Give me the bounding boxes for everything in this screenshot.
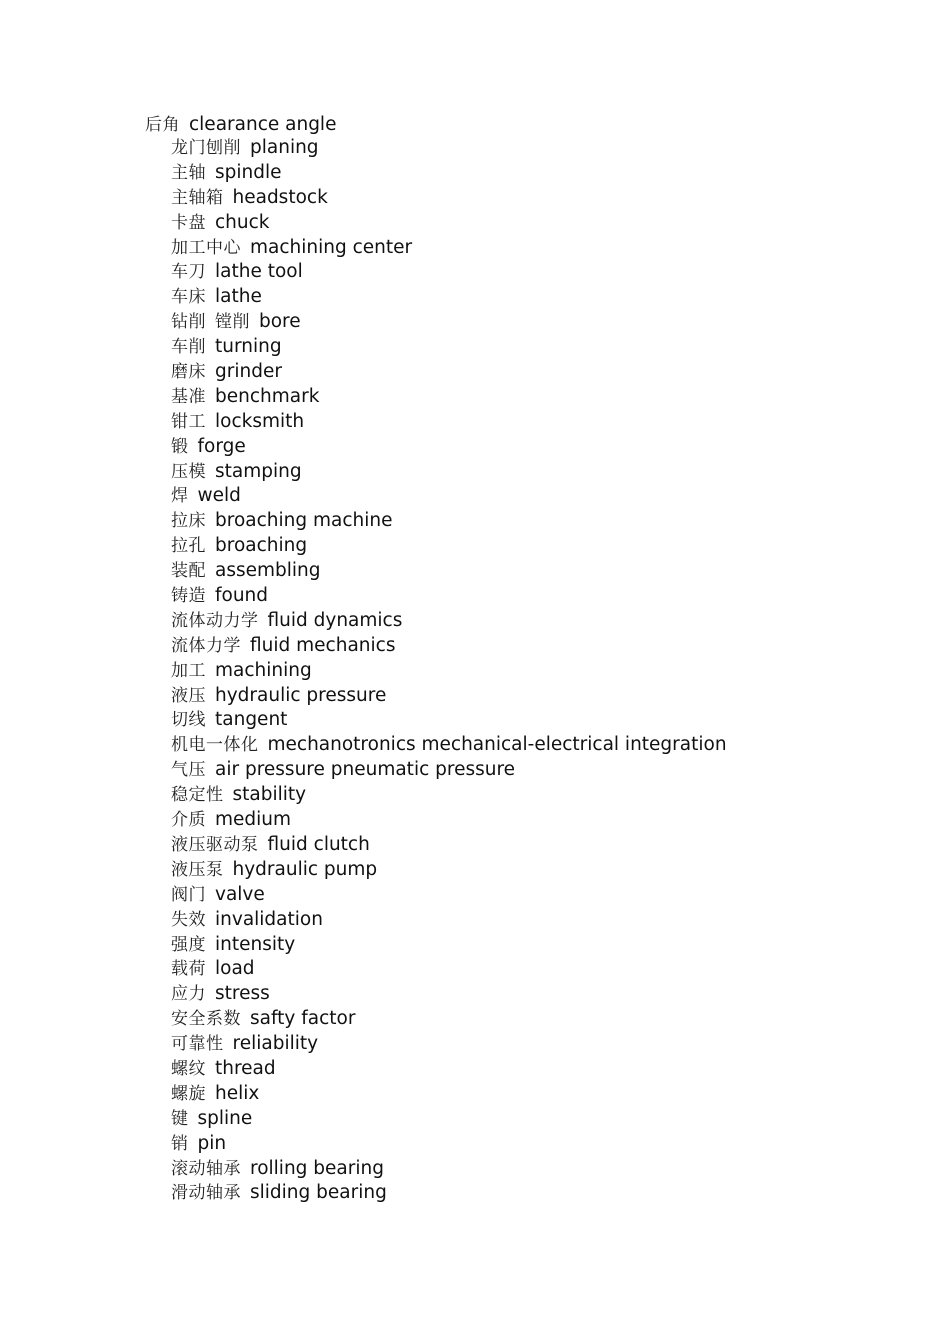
english-term: hydraulic pump <box>232 858 378 880</box>
glossary-entry <box>145 534 925 559</box>
glossary-entry <box>145 933 925 958</box>
chinese-term: 滑动轴承 <box>171 1183 241 1204</box>
chinese-term: 滚动轴承 <box>171 1158 241 1179</box>
glossary-entry <box>145 435 925 460</box>
chinese-term: 锻 <box>171 436 189 457</box>
english-term: turning <box>215 336 282 358</box>
chinese-term: 应力 <box>171 984 206 1005</box>
chinese-term: 阀门 <box>171 884 206 905</box>
english-term: bore <box>259 311 301 333</box>
glossary-entry <box>145 982 925 1007</box>
chinese-term: 气压 <box>171 760 206 781</box>
glossary-entry <box>145 1107 925 1132</box>
chinese-term: 载荷 <box>171 959 206 980</box>
glossary-list <box>145 114 925 1206</box>
english-term: reliability <box>232 1033 319 1055</box>
glossary-entry <box>145 1007 925 1032</box>
glossary-entry <box>145 335 925 360</box>
glossary-entry <box>145 908 925 933</box>
chinese-term: 主轴 <box>171 162 206 183</box>
glossary-entry <box>145 114 925 136</box>
glossary-entry <box>145 733 925 758</box>
chinese-term: 液压驱动泵 <box>171 834 259 855</box>
english-term: clearance angle <box>189 114 337 135</box>
english-term: spindle <box>215 161 282 183</box>
english-term: locksmith <box>215 410 305 432</box>
chinese-term: 稳定性 <box>171 785 224 806</box>
chinese-term: 主轴箱 <box>171 187 224 208</box>
english-term: mechanotronics mechanical-electrical integration <box>267 734 727 756</box>
glossary-entry <box>145 410 925 435</box>
english-term: spline <box>197 1107 253 1129</box>
english-term: grinder <box>215 361 282 383</box>
english-term: medium <box>215 809 292 831</box>
chinese-term: 压模 <box>171 461 206 482</box>
glossary-entry <box>145 833 925 858</box>
glossary-entry <box>145 310 925 335</box>
chinese-term: 安全系数 <box>171 1009 241 1030</box>
chinese-term: 车刀 <box>171 262 206 283</box>
english-term: benchmark <box>215 385 320 407</box>
english-term: chuck <box>215 211 270 233</box>
chinese-term: 加工中心 <box>171 237 241 258</box>
glossary-entry <box>145 1181 925 1206</box>
chinese-term-alt: 镗削 <box>215 312 250 333</box>
chinese-term: 强度 <box>171 934 206 955</box>
english-term: helix <box>215 1082 260 1104</box>
glossary-entry <box>145 211 925 236</box>
english-term: pin <box>197 1132 227 1154</box>
english-term: intensity <box>215 933 296 955</box>
glossary-entry <box>145 1082 925 1107</box>
glossary-entry <box>145 883 925 908</box>
english-term: lathe tool <box>215 261 303 283</box>
glossary-entry <box>145 957 925 982</box>
chinese-term: 拉孔 <box>171 536 206 557</box>
chinese-term: 液压泵 <box>171 859 224 880</box>
glossary-entry <box>145 460 925 485</box>
chinese-term: 装配 <box>171 561 206 582</box>
glossary-entry <box>145 360 925 385</box>
glossary-entry <box>145 684 925 709</box>
english-term: fluid mechanics <box>250 634 396 656</box>
english-term: broaching <box>215 535 308 557</box>
chinese-term: 磨床 <box>171 362 206 383</box>
english-term: sliding bearing <box>250 1182 387 1204</box>
glossary-entry <box>145 136 925 161</box>
chinese-term: 螺旋 <box>171 1083 206 1104</box>
english-term: air pressure pneumatic pressure <box>215 759 516 781</box>
chinese-term: 卡盘 <box>171 212 206 233</box>
english-term: weld <box>197 485 241 507</box>
chinese-term: 焊 <box>171 486 189 507</box>
glossary-entry <box>145 559 925 584</box>
glossary-entry <box>145 1057 925 1082</box>
glossary-entry <box>145 484 925 509</box>
chinese-term: 拉床 <box>171 511 206 532</box>
glossary-entry <box>145 634 925 659</box>
english-term: invalidation <box>215 908 323 930</box>
english-term: headstock <box>232 186 328 208</box>
chinese-term: 车削 <box>171 337 206 358</box>
english-term: found <box>215 585 269 607</box>
english-term: rolling bearing <box>250 1157 384 1179</box>
english-term: machining <box>215 659 312 681</box>
chinese-term: 切线 <box>171 710 206 731</box>
glossary-entry <box>145 260 925 285</box>
glossary-entry <box>145 1032 925 1057</box>
chinese-term: 螺纹 <box>171 1058 206 1079</box>
english-term: stamping <box>215 460 302 482</box>
english-term: fluid clutch <box>267 833 370 855</box>
chinese-term: 基准 <box>171 386 206 407</box>
english-term: assembling <box>215 560 321 582</box>
chinese-term: 可靠性 <box>171 1034 224 1055</box>
english-term: machining center <box>250 236 413 258</box>
chinese-term: 液压 <box>171 685 206 706</box>
chinese-term: 加工 <box>171 660 206 681</box>
chinese-term: 铸造 <box>171 586 206 607</box>
glossary-entry <box>145 609 925 634</box>
english-term: lathe <box>215 286 262 308</box>
chinese-term: 机电一体化 <box>171 735 259 756</box>
chinese-term: 车床 <box>171 287 206 308</box>
chinese-term: 钻削 <box>171 312 206 333</box>
english-term: load <box>215 958 255 980</box>
english-term: forge <box>197 435 246 457</box>
english-term: planing <box>250 137 319 158</box>
chinese-term: 失效 <box>171 909 206 930</box>
glossary-entry <box>145 186 925 211</box>
chinese-term: 龙门刨削 <box>171 138 241 158</box>
chinese-term: 流体动力学 <box>171 610 259 631</box>
english-term: safty factor <box>250 1008 356 1030</box>
english-term: valve <box>215 883 265 905</box>
glossary-entry <box>145 161 925 186</box>
glossary-entry <box>145 285 925 310</box>
glossary-entry <box>145 584 925 609</box>
glossary-entry <box>145 858 925 883</box>
english-term: broaching machine <box>215 510 393 532</box>
glossary-entry <box>145 808 925 833</box>
chinese-term: 钳工 <box>171 411 206 432</box>
glossary-entry <box>145 708 925 733</box>
english-term: hydraulic pressure <box>215 684 387 706</box>
english-term: stability <box>232 784 307 806</box>
glossary-entry <box>145 1132 925 1157</box>
chinese-term: 介质 <box>171 810 206 831</box>
chinese-term: 销 <box>171 1133 189 1154</box>
english-term: stress <box>215 983 270 1005</box>
glossary-entry <box>145 783 925 808</box>
chinese-term: 后角 <box>145 115 180 135</box>
english-term: thread <box>215 1057 276 1079</box>
glossary-entry <box>145 758 925 783</box>
glossary-entry <box>145 659 925 684</box>
chinese-term: 流体力学 <box>171 635 241 656</box>
glossary-entry <box>145 385 925 410</box>
glossary-entry <box>145 236 925 261</box>
glossary-entry <box>145 1157 925 1182</box>
chinese-term: 键 <box>171 1108 189 1129</box>
glossary-entry <box>145 509 925 534</box>
english-term: fluid dynamics <box>267 609 403 631</box>
english-term: tangent <box>215 709 288 731</box>
